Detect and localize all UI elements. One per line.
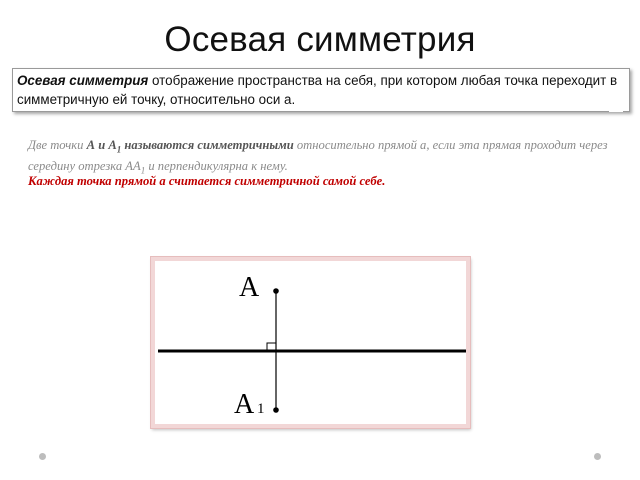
statement-part5: и перпендикулярна к нему. xyxy=(145,158,288,173)
statement-part2-sub: 1 xyxy=(116,144,122,155)
label-a: А xyxy=(239,272,260,303)
statement-part2: А и А xyxy=(86,138,117,152)
point-a xyxy=(273,288,279,294)
symmetry-figure xyxy=(151,257,470,428)
slide-nav-dot-left xyxy=(39,453,46,460)
statement-part3: называются симметричными xyxy=(121,138,294,152)
slide-title: Осевая симметрия xyxy=(164,20,476,59)
statement-part4-sub: 1 xyxy=(140,165,146,176)
slide-nav-dot-right xyxy=(594,453,601,460)
point-a1 xyxy=(273,407,279,413)
statement-part4: относительно прямой а, если эта прямая проходит через середину отрезка АА xyxy=(28,138,608,173)
definition-box xyxy=(12,68,630,112)
definition-text: отображение пространства на себя, при котором любая точка переходит в симметричную ей точку, относительно оси а. xyxy=(17,73,618,107)
definition-box-corner xyxy=(609,104,623,112)
symmetric-points-statement xyxy=(28,137,628,178)
corollary-statement: Каждая точка прямой а считается симметричной самой себе. xyxy=(28,174,386,188)
statement-part1: Две точки xyxy=(28,138,87,152)
label-a1-sub: 1 xyxy=(257,401,265,417)
symmetry-diagram xyxy=(155,261,466,424)
definition-term: Осевая симметрия xyxy=(17,73,149,88)
label-a1: А xyxy=(234,389,255,420)
